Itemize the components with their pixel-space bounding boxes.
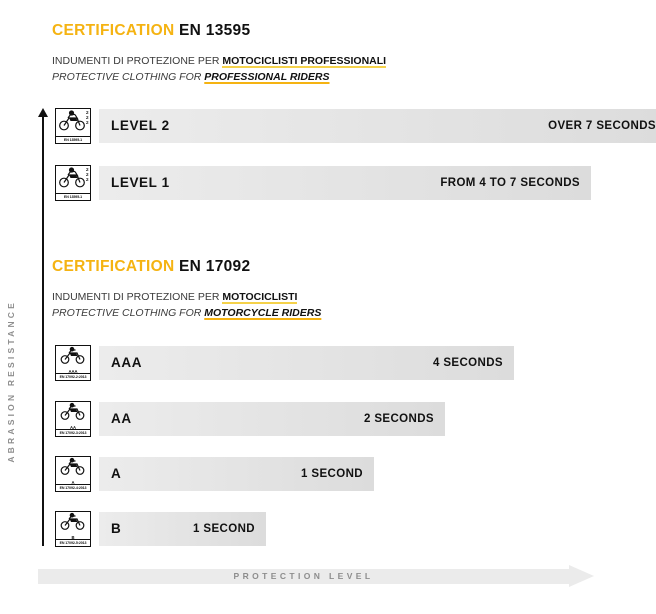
abrasion-bar-a bbox=[99, 457, 374, 491]
bar-label: AAA bbox=[111, 355, 143, 370]
bar-value: 2 SECONDS bbox=[363, 413, 434, 425]
table-row bbox=[55, 401, 434, 437]
bar-label: B bbox=[111, 521, 122, 536]
motorcyclist-icon bbox=[56, 346, 89, 365]
certification-badge-aa bbox=[55, 401, 91, 437]
abrasion-bar-level2 bbox=[99, 109, 656, 143]
certification-code: EN 17092 bbox=[179, 258, 251, 275]
table-row bbox=[55, 456, 363, 492]
table-row bbox=[55, 511, 255, 547]
axis-arrow-head-icon bbox=[569, 565, 594, 587]
motorcyclist-icon bbox=[56, 109, 89, 132]
badge-norm-text: EN 17092-5:2013 bbox=[56, 539, 90, 545]
motorcyclist-icon bbox=[56, 457, 89, 476]
badge-norm-text: EN 13595-1 bbox=[56, 136, 90, 142]
abrasion-bar-level1 bbox=[99, 166, 591, 200]
bar-value: 1 SECOND bbox=[301, 468, 363, 480]
subtitle-en-highlight: MOTORCYCLE RIDERS bbox=[204, 307, 322, 319]
bar-label: AA bbox=[111, 411, 132, 426]
bar-value: FROM 4 TO 7 SECONDS bbox=[440, 177, 580, 189]
subtitle-it-highlight: MOTOCICLISTI bbox=[222, 291, 298, 303]
abrasion-bar-aa bbox=[99, 402, 445, 436]
abrasion-bar-b bbox=[99, 512, 266, 546]
abrasion-bar-aaa bbox=[99, 346, 514, 380]
certification-word: CERTIFICATION bbox=[52, 22, 175, 39]
y-axis-label: ABRASION RESISTANCE bbox=[6, 300, 16, 463]
certification-code: EN 13595 bbox=[179, 22, 251, 39]
section-subtitle-en-en13595 bbox=[52, 71, 330, 83]
certification-badge-b bbox=[55, 511, 91, 547]
bar-label: LEVEL 1 bbox=[111, 175, 170, 190]
subtitle-it-prefix: INDUMENTI DI PROTEZIONE PER bbox=[52, 55, 220, 67]
subtitle-it-highlight: MOTOCICLISTI PROFESSIONALI bbox=[222, 55, 387, 67]
badge-norm-text: EN 17092-2:2013 bbox=[56, 373, 90, 379]
motorcyclist-icon bbox=[56, 402, 89, 421]
axis-line bbox=[42, 114, 44, 546]
badge-level-numbers: 2 2 2 bbox=[85, 167, 89, 183]
section-subtitle-it-en17092 bbox=[52, 291, 297, 303]
table-row bbox=[55, 165, 580, 201]
badge-norm-text: EN 17092-4:2013 bbox=[56, 484, 90, 490]
badge-class-label: B bbox=[71, 535, 75, 540]
badge-class-label: AA bbox=[69, 425, 77, 430]
badge-class-label: A bbox=[71, 480, 75, 485]
motorcyclist-icon bbox=[56, 166, 89, 189]
subtitle-en-prefix: PROTECTIVE CLOTHING FOR bbox=[52, 71, 202, 83]
bar-label: LEVEL 2 bbox=[111, 118, 170, 133]
section-title-en13595 bbox=[52, 22, 250, 40]
bar-value: 1 SECOND bbox=[193, 523, 255, 535]
subtitle-it-prefix: INDUMENTI DI PROTEZIONE PER bbox=[52, 291, 220, 303]
certification-badge-aaa bbox=[55, 345, 91, 381]
badge-norm-text: EN 17092-3:2013 bbox=[56, 429, 90, 435]
certification-badge-level1 bbox=[55, 165, 91, 201]
certification-word: CERTIFICATION bbox=[52, 258, 175, 275]
abrasion-resistance-axis bbox=[38, 108, 48, 546]
section-subtitle-it-en13595 bbox=[52, 55, 386, 67]
bar-value: OVER 7 SECONDS bbox=[548, 120, 656, 132]
subtitle-en-prefix: PROTECTIVE CLOTHING FOR bbox=[52, 307, 202, 319]
badge-norm-text: EN 13595-1 bbox=[56, 193, 90, 199]
motorcyclist-icon bbox=[56, 512, 89, 531]
certification-badge-level2 bbox=[55, 108, 91, 144]
table-row bbox=[55, 345, 503, 381]
subtitle-en-highlight: PROFESSIONAL RIDERS bbox=[204, 71, 330, 83]
bar-value: 4 SECONDS bbox=[432, 357, 503, 369]
section-title-en17092 bbox=[52, 258, 250, 276]
x-axis-label: PROTECTION LEVEL bbox=[233, 571, 374, 581]
section-subtitle-en-en17092 bbox=[52, 307, 321, 319]
certification-badge-a bbox=[55, 456, 91, 492]
protection-level-axis bbox=[38, 565, 594, 587]
table-row bbox=[55, 108, 656, 144]
badge-class-label: AAA bbox=[68, 369, 78, 374]
bar-label: A bbox=[111, 466, 122, 481]
badge-level-numbers: 2 2 2 bbox=[85, 110, 89, 126]
